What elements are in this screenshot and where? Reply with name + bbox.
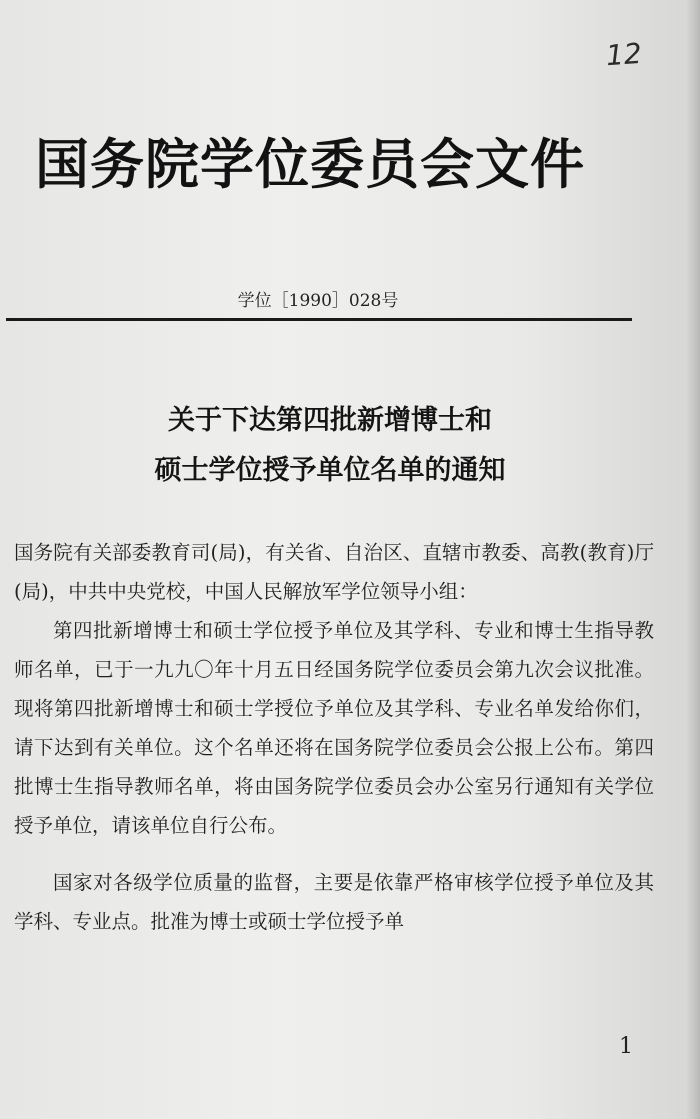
document-number-text: 学位［1990］028号 bbox=[237, 291, 399, 311]
paragraph-1: 第四批新增博士和硕士学位授予单位及其学科、专业和博士生指导教师名单，已于一九九〇年十月五日经国务院学位委员会第九次会议批准。现将第四批新增博士和硕士学授位予单位及其学科、专业名单发给你们，请下达到有关单位。这个名单还将在国务院学位委员会公报上公布。第四批博士生指导教师名单，将由国务院学位委员会办公室另行通知有关学位授予单位，请该单位自行公布。 bbox=[14, 619, 654, 837]
notice-title bbox=[0, 396, 660, 496]
paragraph-2: 国家对各级学位质量的监督，主要是依靠严格审核学位授予单位及其学科、专业点。批准为博士或硕士学位授予单 bbox=[14, 871, 654, 933]
notice-title-line-2: 硕士学位授予单位名单的通知 bbox=[154, 455, 506, 486]
header-divider bbox=[6, 318, 632, 321]
notice-title-line-1: 关于下达第四批新增博士和 bbox=[168, 405, 492, 436]
salutation: 国务院有关部委教育司(局)，有关省、自治区、直辖市教委、高教(教育)厅(局)，中共中央党校，中国人民解放军学位领导小组： bbox=[14, 541, 654, 603]
page-edge-shadow bbox=[686, 0, 700, 1119]
notice-body bbox=[14, 533, 654, 941]
document-number bbox=[0, 286, 640, 311]
issuer-heading: 国务院学位委员会文件 bbox=[35, 132, 585, 196]
handwritten-page-mark: 12 bbox=[604, 36, 643, 73]
page-number: 1 bbox=[619, 1034, 633, 1059]
